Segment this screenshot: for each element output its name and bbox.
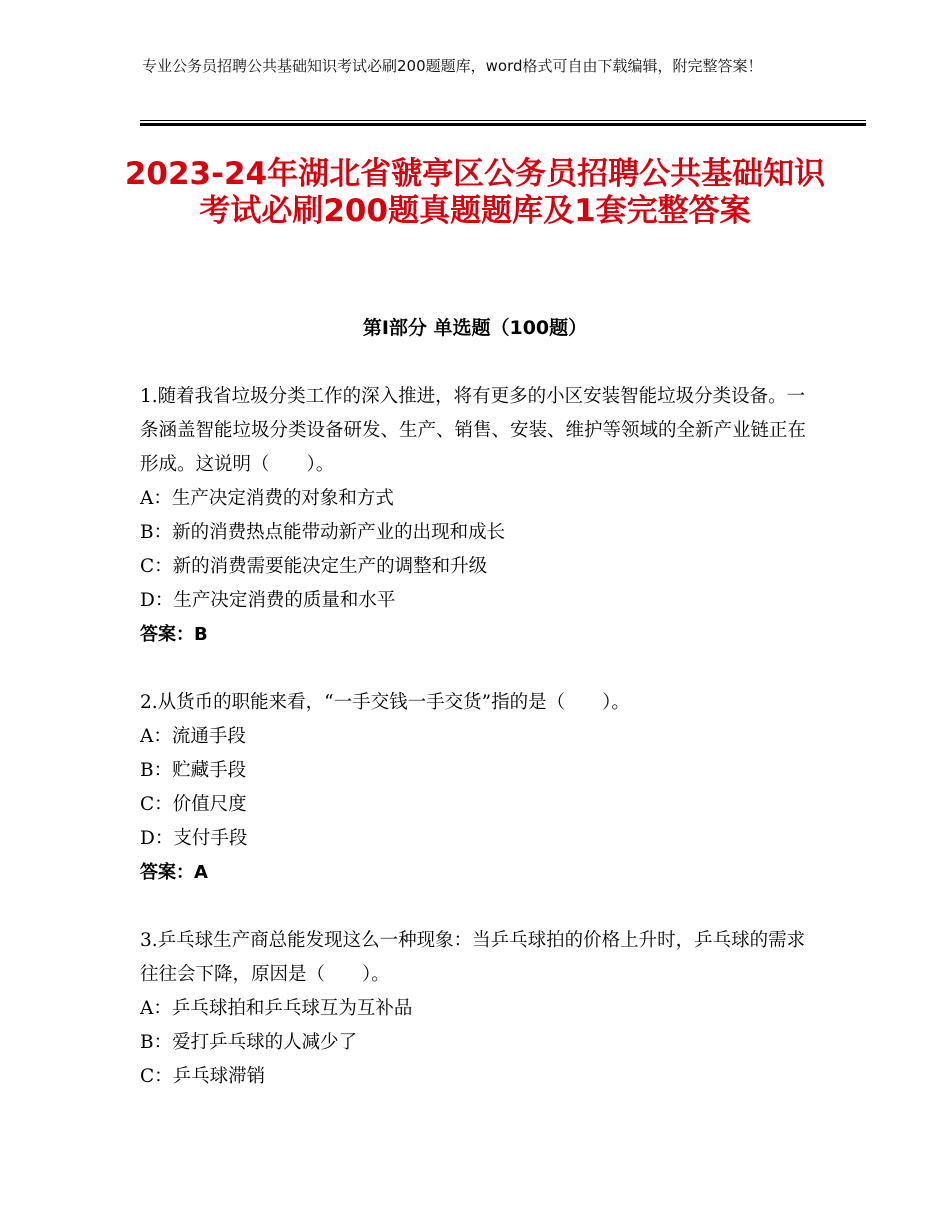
- document-title: 2023-24年湖北省虢亭区公务员招聘公共基础知识考试必刷200题真题题库及1套完整答案: [124, 156, 826, 229]
- option-d: D：生产决定消费的质量和水平: [140, 590, 396, 611]
- answer: 答案：A: [140, 862, 208, 883]
- question-3: [140, 924, 820, 1094]
- question-2: [140, 686, 820, 890]
- question-stem: 2.从货币的职能来看，“一手交钱一手交货”指的是（ ）。: [140, 692, 630, 713]
- question-stem: 3.乒乓球生产商总能发现这么一种现象：当乒乓球拍的价格上升时，乒乓球的需求往往会下降，原因是（ ）。: [140, 930, 806, 985]
- option-a: A：流通手段: [140, 726, 246, 747]
- option-b: B：贮藏手段: [140, 760, 247, 781]
- header-note: 专业公务员招聘公共基础知识考试必刷200题题库，word格式可自由下载编辑，附完整答案！: [142, 57, 763, 75]
- answer: 答案：B: [140, 624, 208, 645]
- question-stem: 1.随着我省垃圾分类工作的深入推进，将有更多的小区安装智能垃圾分类设备。一条涵盖智能垃圾分类设备研发、生产、销售、安装、维护等领域的全新产业链正在形成。这说明（ ）。: [140, 386, 807, 475]
- question-1: [140, 380, 820, 652]
- question-list: [140, 380, 820, 1128]
- option-b: B：爱打乒乓球的人减少了: [140, 1032, 358, 1053]
- header-divider-thin: [140, 120, 866, 121]
- option-c: C：乒乓球滞销: [140, 1066, 266, 1087]
- option-c: C：价值尺度: [140, 794, 247, 815]
- section-title: 第Ⅰ部分 单选题（100题）: [362, 317, 588, 339]
- option-b: B：新的消费热点能带动新产业的出现和成长: [140, 522, 506, 543]
- option-c: C：新的消费需要能决定生产的调整和升级: [140, 556, 488, 577]
- option-d: D：支付手段: [140, 828, 248, 849]
- option-a: A：乒乓球拍和乒乓球互为互补品: [140, 998, 413, 1019]
- option-a: A：生产决定消费的对象和方式: [140, 488, 394, 509]
- header-divider-thick: [140, 123, 866, 126]
